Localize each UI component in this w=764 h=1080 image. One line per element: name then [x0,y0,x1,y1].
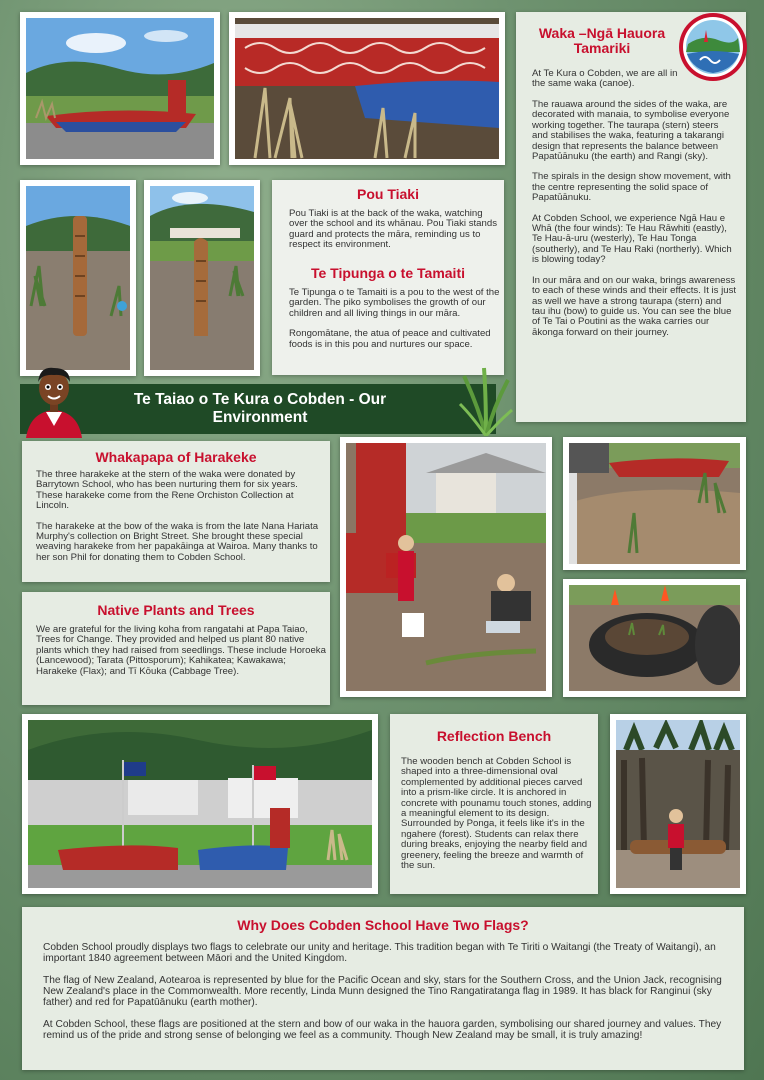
waka-paragraph-5: In our māra and on our waka, brings awareness to each of these winds and their effects. It is just as well we have a strong taurapa (stern) and tau ihu (bow) to guide us. You can see the blue of Te Tai o Poutini as the waka carries our ākonga forward on their journey. [532,274,737,338]
te-tipunga-text: Te Tipunga o te Tamaiti is a pou to the west of the garden. The piko symbolises the growth of our children and all living things in our māra. [289,287,500,319]
photo-reflection-bench [610,714,746,894]
photo-te-tipunga-pou [144,180,260,376]
photo-flags-field [22,714,378,894]
waka-panel [516,12,746,422]
whakapapa-text-1: The three harakeke at the stern of the waka were donated by Barrytown School, who has been nurturing them for six years. These harakeke come from the Rene Orchiston Collection at Lincoln. [36,469,298,512]
whakapapa-text-2: The harakeke at the bow of the waka is from the late Nana Hariata Murphy's collection on Bright Street. She brought these special weaving harakeke from her papakāinga at Wairoa. Many thanks to her son Phil for donating them to Cobden School. [36,520,319,563]
native-plants-title: Native Plants and Trees [97,602,255,618]
reflection-bench-text: The wooden bench at Cobden School is shaped into a three-dimensional oval complemented by additional pieces carved into a prism-like circle. It is anchored in concrete with pounamu touch stones, adding a meaningful element to its design. Surrounded by Ponga, it feels like it's in the ngahere (forest). Students can relax there during breaks, enjoying the nearby field and greenery, feeling the breeze and warmth of the sun. [401,756,592,872]
flax-leaves-icon [458,366,514,436]
banner-line2: Environment [212,409,308,426]
environment-banner [20,384,496,434]
photo-garden-bed [563,437,746,570]
photo-students-planting [340,437,552,697]
waka-paragraph-1: At Te Kura o Cobden, we are all in the same waka (canoe). [532,68,678,90]
two-flags-panel [22,907,744,1070]
reflection-bench-title: Reflection Bench [436,728,552,744]
two-flags-text-3: At Cobden School, these flags are positioned at the stern and bow of our waka in the hauora garden, symbolising our shared journey and values. They remind us of the pride and strong sense of belonging we feel as a community. Though New Zealand may be small, it is truly amazing! [43,1019,722,1041]
pou-panel [272,180,504,375]
native-plants-text: We are grateful for the living koha from rangatahi at Papa Taiao, Trees for Change. They provided and helped us plant 80 native plants which they had raised from seedlings. These include Horoeka (Lancewood); Tarata (Pittosporum); Kahikatea; Kawakawa; Harakeke (Flax); and Tī Kōuka (Cabbage Tree). [36,624,326,677]
photo-tyre-planter [563,579,746,697]
whakapapa-title: Whakapapa of Harakeke [95,449,257,465]
two-flags-text-1: Cobden School proudly displays two flags to celebrate our unity and heritage. This tradition began with Te Tiriti o Waitangi (the Treaty of Waitangi), an important 1840 agreement between Māori and the United Kingdom. [43,942,716,964]
pou-tiaki-text: Pou Tiaki is at the back of the waka, watching over the school and its whānau. Pou Tiaki stands guard and protects the māra, reminding us to respect its environment. [289,208,497,251]
reflection-bench-panel [390,714,598,894]
banner-line1: Te Taiao o Te Kura o Cobden - Our [133,391,387,408]
two-flags-title: Why Does Cobden School Have Two Flags? [237,917,529,933]
school-badge-icon [678,12,748,82]
waka-paragraph-4: At Cobden School, we experience Ngā Hau e Whā (the four winds): Te Hau Rāwhiti (eastly), Te Hau-ā-uru (westerly), Te Hau Tonga (southerly), and Te Hau Raki (northerly). Which is blowing today? [532,212,732,266]
rongomatane-text: Rongomātane, the atua of peace and cultivated foods is in this pou and nurtures our space. [289,328,491,350]
waka-paragraph-2: The rauawa around the sides of the waka, are decorated with manaia, to symbolise everyone working together. The taurapa (stern) steers and stabilises the waka, featuring a takarangi design that represents the balance between Papatūānuku (the earth) and Rangi (sky). [532,99,730,163]
two-flags-text-2: The flag of New Zealand, Aotearoa is represented by blue for the Pacific Ocean and sky, stars for the Southern Cross, and the Union Jack, recognising New Zealand's place in the Commonwealth. More recently, Linda Munn designed the Tino Rangatiratanga flag in 1989. It has black for Ranginui (sky father) and red for Papatūānuku (earth mother). [43,975,722,1008]
photo-pou-tiaki [20,180,136,376]
photo-waka-garden [20,12,220,165]
whakapapa-panel [22,441,330,582]
waka-title-line1: Waka –Ngā Hauora [538,25,666,41]
student-cartoon-icon [22,360,86,438]
photo-waka-closeup [229,12,505,165]
pou-tiaki-title: Pou Tiaki [357,186,419,202]
waka-paragraph-3: The spirals in the design show movement, with the centre representing the solid space of Papatūānuku. [532,171,731,204]
te-tipunga-title: Te Tipunga o te Tamaiti [310,265,465,281]
waka-title-line2: Tamariki [573,40,631,56]
native-plants-panel [22,592,330,705]
